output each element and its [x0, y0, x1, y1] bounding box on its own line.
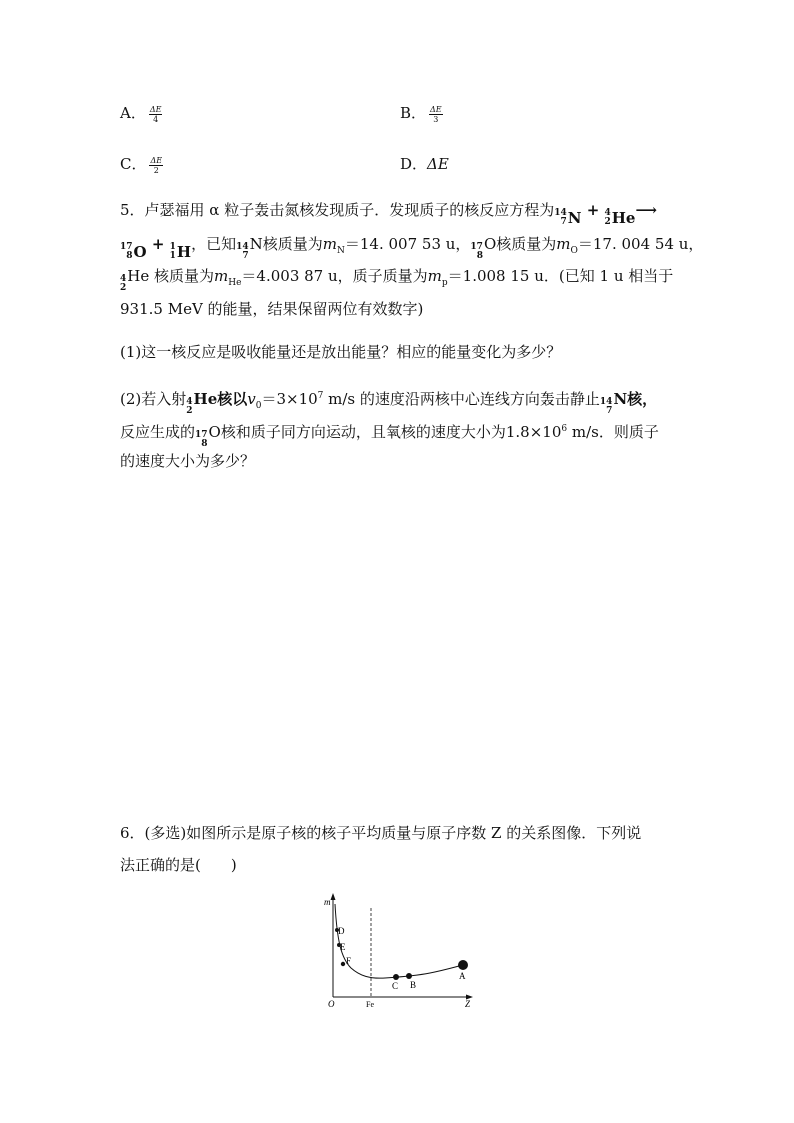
label-c: C [392, 981, 399, 991]
q5-line-4: 931.5 MeV 的能量，结果保留两位有效数字) [120, 300, 424, 318]
option-b: B． $\frac{\Delta E}{3}$ [400, 104, 442, 124]
q5-part-2-line-2: 反应生成的 17 8 O核和质子同方向运动，且氧核的速度大小为$1.8\times 10^6$ m/s．则质子 [120, 423, 659, 449]
q5-part-2-line-3: 的速度大小为多少？ [120, 452, 256, 470]
nuclide-n14: 14 7 [236, 242, 249, 261]
label-b: B [410, 980, 417, 990]
q6-line-2: 法正确的是( ) [120, 856, 237, 874]
option-d: D．ΔE [400, 155, 449, 173]
nuclide-n14: 14 7 [599, 397, 613, 416]
option-a: A． $\frac{\Delta E}{4}$ [120, 104, 162, 124]
fe-label: Fe [366, 1000, 374, 1009]
nuclide-he4: 4 2 He [604, 208, 636, 227]
origin-label: O [328, 999, 335, 1009]
fraction: $\frac{\Delta E}{4}$ [149, 104, 162, 124]
nuclide-he4: 4 2 [186, 397, 193, 416]
label-f: F [346, 956, 352, 966]
option-c: C． $\frac{\Delta E}{2}$ [120, 155, 163, 175]
q6-line-1: 6．(多选)如图所示是原子核的核子平均质量与原子序数 Z 的关系图像．下列说 [120, 824, 642, 842]
nuclide-he4: 4 2 [120, 274, 127, 293]
label-e: E [340, 942, 346, 952]
point-b [406, 973, 412, 979]
nuclide-o17: 17 8 [195, 430, 208, 449]
point-f [341, 962, 345, 966]
nuclide-n14: 14 7 N [554, 208, 582, 227]
point-a [458, 960, 468, 970]
nucleon-mass-graph [310, 890, 485, 1010]
point-c [393, 974, 399, 980]
y-axis-arrow [331, 893, 336, 900]
q5-line-1: 5．卢瑟福用 α 粒子轰击氮核发现质子．发现质子的核反应方程为 14 7 N + 4 2 He ⟶ [120, 201, 657, 227]
label-d: D [338, 926, 345, 936]
fraction: $\frac{\Delta E}{2}$ [150, 155, 163, 175]
q5-part-2-line-1: (2)若入射 4 2 He核以$v_0=3\times 10^7$ m/s 的速度沿两核中心连线方向轰击静止 14 7 N核， [120, 390, 658, 416]
y-axis-label: m [324, 897, 331, 907]
fraction: $\frac{\Delta E}{3}$ [430, 104, 442, 124]
x-axis-label: Z [465, 999, 471, 1009]
nuclide-o17: 17 8 O [120, 242, 147, 261]
label-a: A [459, 971, 466, 981]
nuclide-h1: 1 1 H [169, 242, 192, 261]
q5-line-3: 4 2 He 核质量为$m_{He}=4.003$ 87 u，质子质量为$m_p=1.008$ 15 u．(已知 1 u 相当于 [120, 267, 674, 293]
mass-curve [335, 904, 463, 978]
q5-line-2: 17 8 O + 1 1 H ，已知 14 7 N核质量为$m_N=14$. 007 53 u， 17 8 O核质量为$m_O=17$. 004 54 u， [120, 235, 704, 261]
q5-part-1: (1)这一核反应是吸收能量还是放出能量？相应的能量变化为多少？ [120, 343, 562, 361]
nuclide-o17: 17 8 [470, 242, 483, 261]
